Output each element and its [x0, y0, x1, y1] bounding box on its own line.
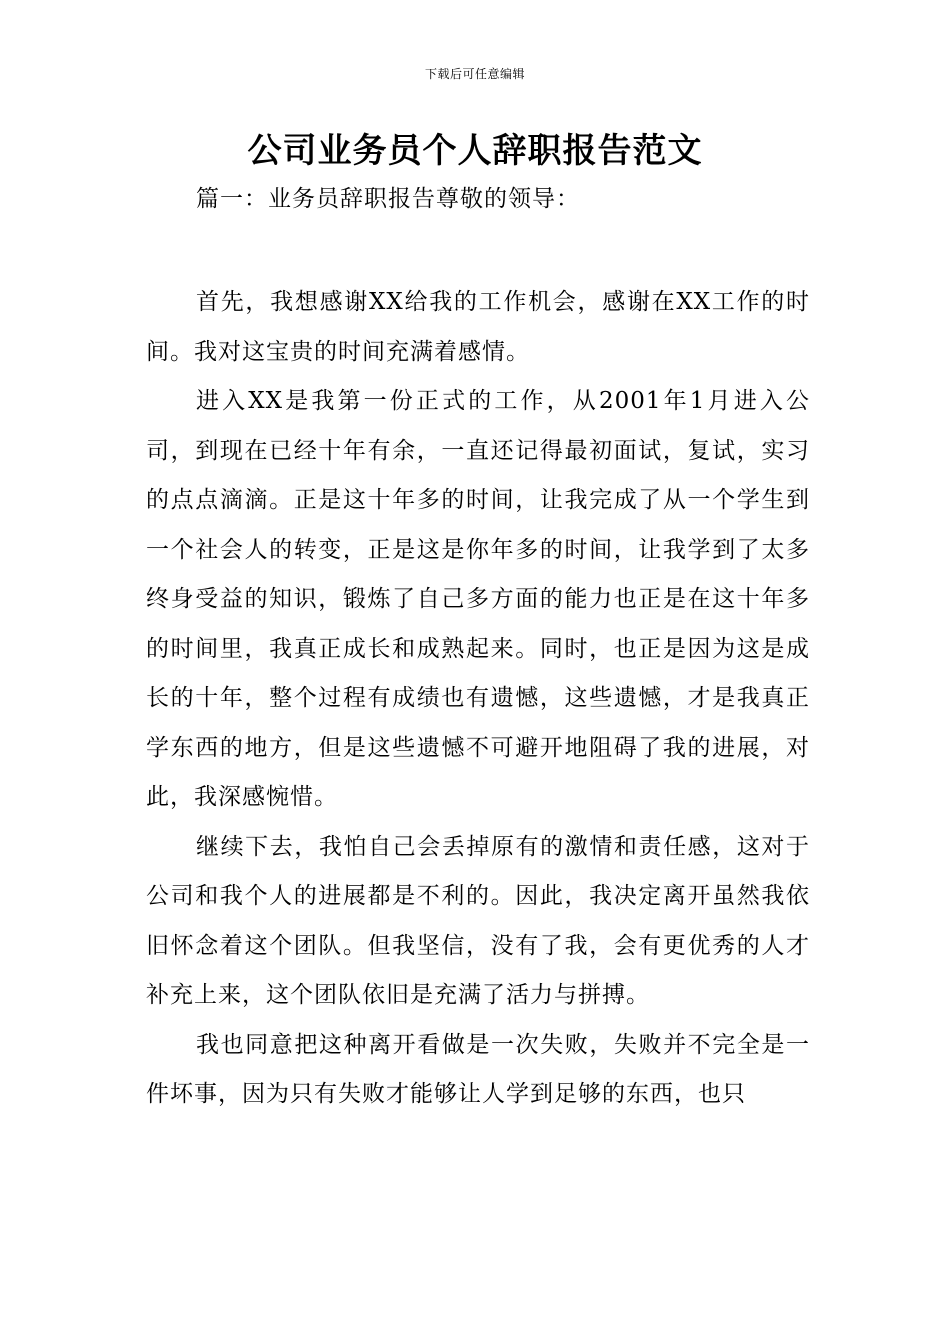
document-body: [146, 278, 810, 1120]
paragraph-3: 继续下去，我怕自己会丢掉原有的激情和责任感，这对于公司和我个人的进展都是不利的。因此，我决定离开虽然我依旧怀念着这个团队。但我坚信，没有了我，会有更优秀的人才补充上来，这个团队依旧是充满了活力与拼搏。: [146, 833, 810, 1008]
header-note: 下载后可任意编辑: [424, 67, 525, 81]
paragraph-1: 首先，我想感谢XX给我的工作机会，感谢在XX工作的时间。我对这宝贵的时间充满着感情。: [146, 289, 810, 365]
paragraph-2: 进入XX是我第一份正式的工作，从2001年1月进入公司，到现在已经十年有余，一直还记得最初面试，复试，实习的点点滴滴。正是这十年多的时间，让我完成了从一个学生到一个社会人的转变，正是这是你年多的时间，让我学到了太多终身受益的知识，锻炼了自己多方面的能力也正是在这十年多的时间里，我真正成长和成熟起来。同时，也正是因为这是成长的十年，整个过程有成绩也有遗憾，这些遗憾，才是我真正学东西的地方，但是这些遗憾不可避开地阻碍了我的进展，对此，我深感惋惜。: [146, 388, 810, 810]
paragraph-4: 我也同意把这种离开看做是一次失败，失败并不完全是一件坏事，因为只有失败才能够让人学到足够的东西，也只: [146, 1031, 810, 1107]
section-subheading: 篇一：业务员辞职报告尊敬的领导：: [196, 186, 580, 212]
document-title: 公司业务员个人辞职报告范文: [247, 131, 703, 171]
